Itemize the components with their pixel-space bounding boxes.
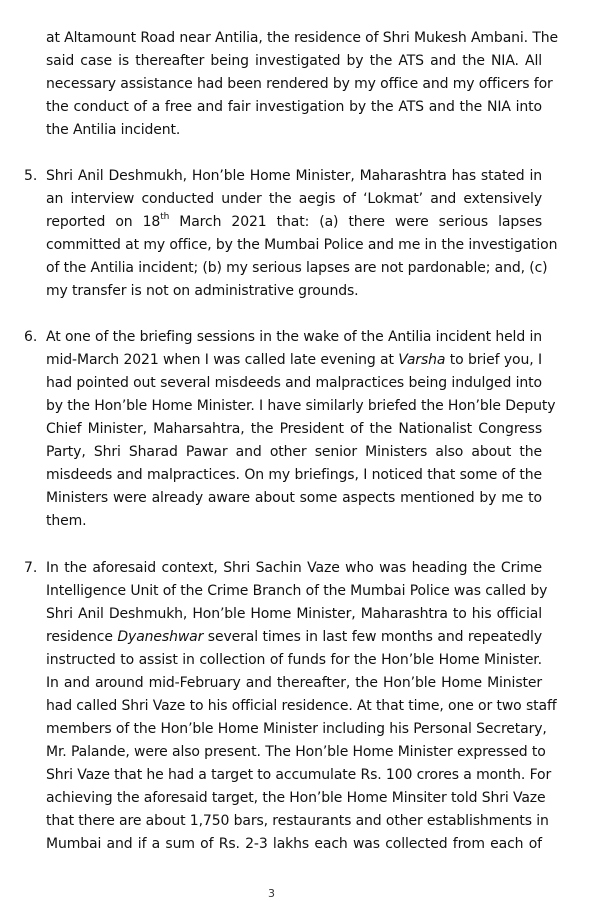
paragraph-7-line-11: achieving the aforesaid target, the Hon’ble Home Minsiter told Shri Vaze [46, 790, 546, 806]
paragraph-5-line-6: my transfer is not on administrative grounds. [46, 283, 359, 299]
residence-name-dyaneshwar: Dyaneshwar [117, 629, 204, 645]
paragraph-7-line-1: In the aforesaid context, Shri Sachin Vaze who was heading the Crime [46, 560, 542, 576]
paragraph-7-line-4-end: several times in last few months and repeatedly [203, 629, 542, 645]
paragraph-4-line-3: necessary assistance had been rendered by my office and my officers for [46, 76, 553, 92]
paragraph-7-line-4-start: residence [46, 629, 118, 645]
paragraph-6-line-2-start: mid-March 2021 when I was called late evening at [46, 352, 399, 368]
paragraph-4-line-4: the conduct of a free and fair investigation by the ATS and the NIA into [46, 99, 542, 115]
paragraph-4-line-2: said case is thereafter being investigated by the ATS and the NIA. All [46, 53, 542, 69]
paragraph-7-line-9: Mr. Palande, were also present. The Hon’ble Home Minister expressed to [46, 744, 546, 760]
paragraph-5-number: 5. [24, 168, 38, 184]
paragraph-6-line-1: At one of the briefing sessions in the wake of the Antilia incident held in [46, 329, 542, 345]
paragraph-5-line-3-start: reported on 18 [46, 214, 161, 230]
paragraph-7-line-10: Shri Vaze that he had a target to accumulate Rs. 100 crores a month. For [46, 767, 552, 783]
paragraph-4-line-1: at Altamount Road near Antilia, the residence of Shri Mukesh Ambani. The [46, 30, 559, 46]
paragraph-7-line-5: instructed to assist in collection of funds for the Hon’ble Home Minister. [46, 652, 542, 668]
paragraph-7-line-6: In and around mid-February and thereafter, the Hon’ble Home Minister [46, 675, 542, 691]
paragraph-6-line-5: Chief Minister, Maharsahtra, the President of the Nationalist Congress [46, 421, 542, 437]
paragraph-5-line-5: of the Antilia incident; (b) my serious lapses are not pardonable; and, (c) [46, 260, 548, 276]
paragraph-6-line-7: misdeeds and malpractices. On my briefings, I noticed that some of the [46, 467, 542, 483]
page-number: 3 [268, 887, 275, 900]
residence-name-varsha: Varsha [398, 352, 446, 368]
paragraph-4-line-5: the Antilia incident. [46, 122, 181, 138]
paragraph-6-line-3: had pointed out several misdeeds and malpractices being indulged into [46, 375, 542, 391]
paragraph-5-line-1: Shri Anil Deshmukh, Hon’ble Home Minister, Maharashtra has stated in [46, 168, 542, 184]
paragraph-7-line-12: that there are about 1,750 bars, restaurants and other establishments in [46, 813, 549, 829]
paragraph-6-line-9: them. [46, 513, 87, 529]
paragraph-5-line-3-end: March 2021 that: (a) there were serious lapses [169, 214, 542, 230]
paragraph-6-line-6: Party, Shri Sharad Pawar and other senior Ministers also about the [46, 444, 542, 460]
paragraph-5-line-2: an interview conducted under the aegis of ‘Lokmat’ and extensively [46, 191, 542, 207]
paragraph-7-line-7: had called Shri Vaze to his official residence. At that time, one or two staff [46, 698, 557, 714]
paragraph-5-line-3 [46, 211, 542, 234]
paragraph-7-line-13: Mumbai and if a sum of Rs. 2-3 lakhs each was collected from each of [46, 836, 542, 852]
paragraph-6-line-4: by the Hon’ble Home Minister. I have similarly briefed the Hon’ble Deputy [46, 398, 556, 414]
paragraph-7-number: 7. [24, 560, 38, 576]
ordinal-suffix: th [160, 212, 170, 223]
paragraph-7-line-2: Intelligence Unit of the Crime Branch of the Mumbai Police was called by [46, 583, 548, 599]
paragraph-6-line-2 [46, 349, 542, 372]
paragraph-7-line-4 [46, 626, 542, 649]
paragraph-7-line-8: members of the Hon’ble Home Minister including his Personal Secretary, [46, 721, 547, 737]
paragraph-5-line-4: committed at my office, by the Mumbai Police and me in the investigation [46, 237, 558, 253]
paragraph-6-line-2-end: to brief you, I [445, 352, 543, 368]
paragraph-6-number: 6. [24, 329, 38, 345]
paragraph-7-line-3: Shri Anil Deshmukh, Hon’ble Home Minister, Maharashtra to his official [46, 606, 542, 622]
paragraph-6-line-8: Ministers were already aware about some aspects mentioned by me to [46, 490, 542, 506]
